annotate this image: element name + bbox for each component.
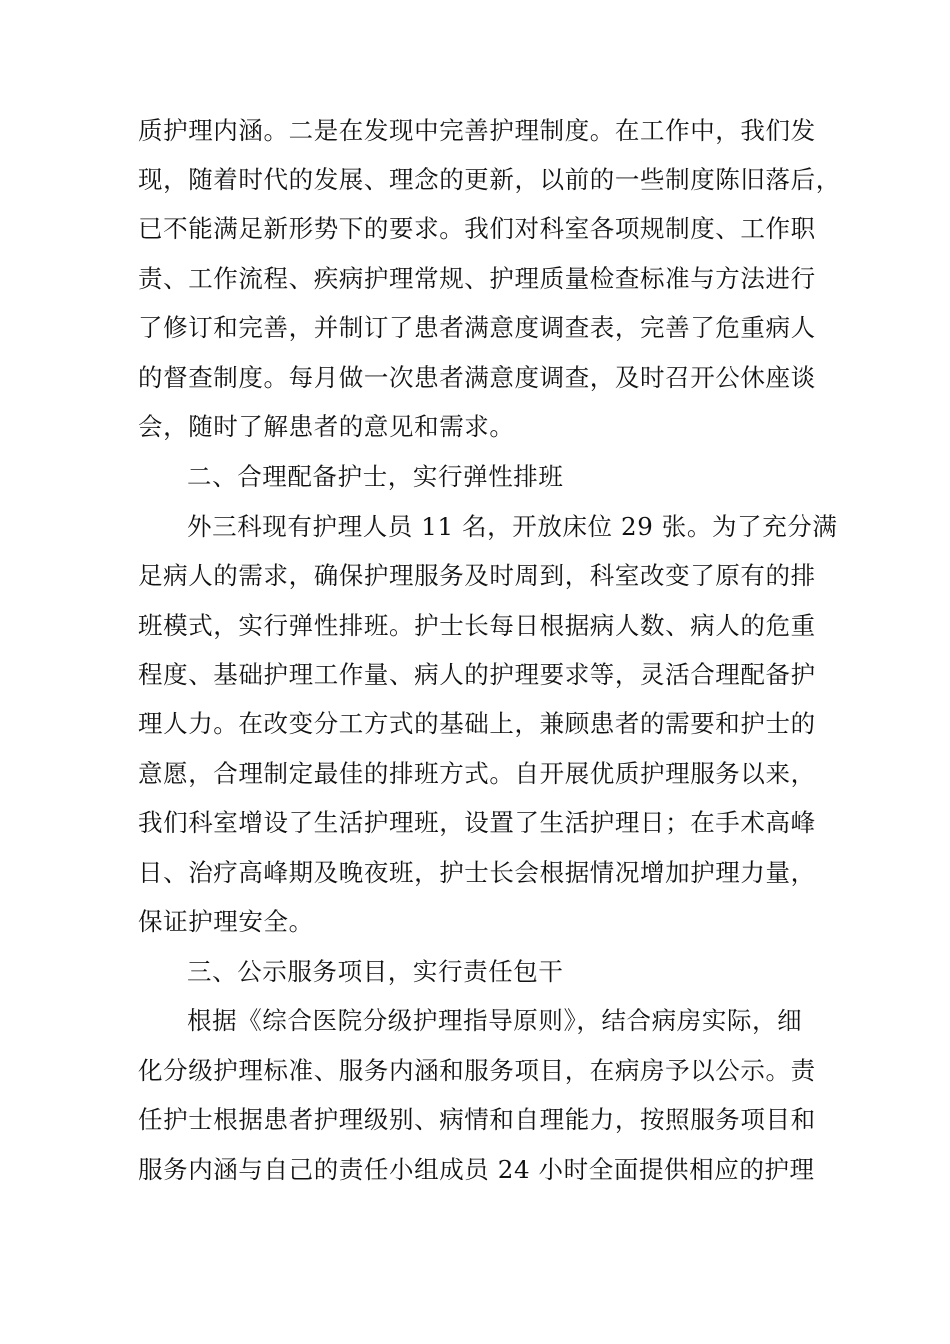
text-line: 质护理内涵。二是在发现中完善护理制度。在工作中，我们发 (138, 116, 816, 145)
text-line: 保证护理安全。 (138, 907, 314, 936)
text-line: 了修订和完善，并制订了患者满意度调查表，完善了危重病人 (138, 313, 816, 342)
text-line: 的督查制度。每月做一次患者满意度调查，及时召开公休座谈 (138, 363, 816, 392)
section-heading: 二、合理配备护士，实行弹性排班 (187, 462, 564, 491)
text-line: 意愿，合理制定最佳的排班方式。自开展优质护理服务以来， (138, 759, 816, 788)
text-line: 现，随着时代的发展、理念的更新，以前的一些制度陈旧落后， (138, 165, 841, 194)
text-line: 根据《综合医院分级护理指导原则》，结合病房实际，细 (187, 1006, 803, 1035)
section-heading: 三、公示服务项目，实行责任包干 (187, 957, 564, 986)
text-line: 班模式，实行弹性排班。护士长每日根据病人数、病人的危重 (138, 611, 816, 640)
text-line: 会，随时了解患者的意见和需求。 (138, 412, 515, 441)
text-line: 理人力。在改变分工方式的基础上，兼顾患者的需要和护士的 (138, 709, 816, 738)
text-line: 已不能满足新形势下的要求。我们对科室各项规制度、工作职 (138, 214, 816, 243)
text-line: 化分级护理标准、服务内涵和服务项目，在病房予以公示。责 (138, 1056, 816, 1085)
text-line: 任护士根据患者护理级别、病情和自理能力，按照服务项目和 (138, 1105, 816, 1134)
text-line: 足病人的需求，确保护理服务及时周到，科室改变了原有的排 (138, 561, 816, 590)
text-line: 服务内涵与自己的责任小组成员 24 小时全面提供相应的护理 (138, 1155, 815, 1184)
text-line: 我们科室增设了生活护理班，设置了生活护理日；在手术高峰 (138, 808, 816, 837)
text-line: 日、治疗高峰期及晚夜班，护士长会根据情况增加护理力量， (138, 858, 816, 887)
text-line: 程度、基础护理工作量、病人的护理要求等，灵活合理配备护 (138, 660, 816, 689)
text-line: 外三科现有护理人员 11 名，开放床位 29 张。为了充分满 (187, 512, 838, 541)
text-line: 责、工作流程、疾病护理常规、护理质量检查标准与方法进行 (138, 264, 816, 293)
